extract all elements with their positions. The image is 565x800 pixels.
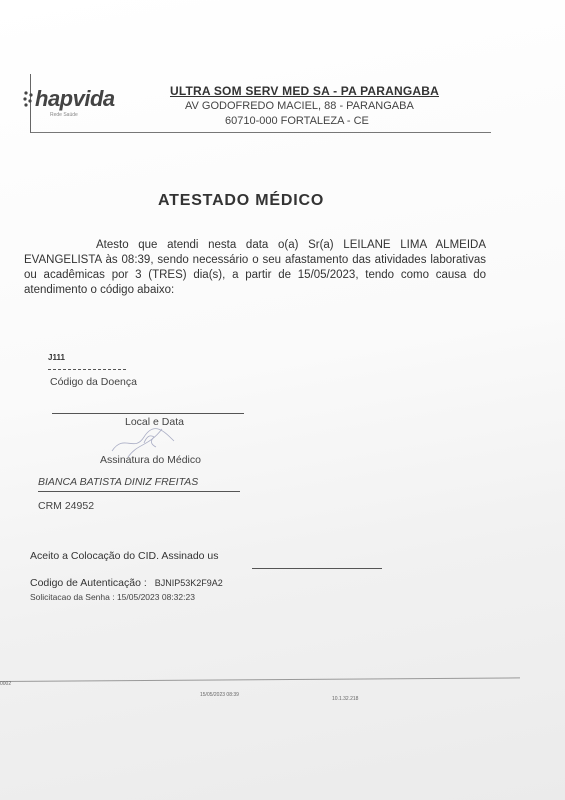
footer-timestamp: 15/05/2023 08:39 [200,692,239,698]
signature-label: Assinatura do Médico [100,454,201,466]
doctor-crm: CRM 24952 [38,500,95,512]
disease-code-line [48,369,126,370]
footer-ip: 10.1.32.218 [332,696,359,702]
auth-code: BJNIP53K2F9A2 [154,578,223,588]
doctor-name: BIANCA BATISTA DINIZ FREITAS [38,476,199,488]
footer-page-left: 0002 [0,681,12,687]
auth-row [30,577,223,589]
hapvida-logo-icon [22,90,36,108]
document-title: ATESTADO MÉDICO [158,192,325,209]
address-line-2: 60710-000 FORTALEZA - CE [225,115,369,127]
body-text: Atesto que atendi nesta data o(a) Sr(a) LEILANE LIMA ALMEIDA EVANGELISTA às 08:39, sendo necessário o seu afastamento das atividades laborativas ou acadêmicas por 3 (TRES) dia(s), a partir de 15/05/2023, tendo como causa do atendimento o código abaixo: [24,239,486,296]
address-line-1: AV GODOFREDO MACIEL, 88 - PARANGABA [185,100,414,112]
brand-subtitle: Rede Saúde [50,112,78,118]
document-body [24,238,486,298]
disease-code-label: Código da Doença [50,376,137,388]
local-date-line [52,413,244,414]
cid-acceptance-text: Aceito a Colocação do CID. Assinado us [30,550,219,562]
local-date-label: Local e Data [125,416,184,428]
brand-logo: hapvida [35,86,115,111]
cid-acceptance-line [252,568,382,569]
request-timestamp: Solicitacao da Senha : 15/05/2023 08:32:23 [30,592,195,602]
auth-label: Codigo de Autenticação : [30,577,147,589]
disease-code: J111 [48,353,65,362]
doctor-name-line [38,491,240,492]
clinic-name: ULTRA SOM SERV MED SA - PA PARANGABA [170,84,439,98]
footer-divider [0,677,520,682]
